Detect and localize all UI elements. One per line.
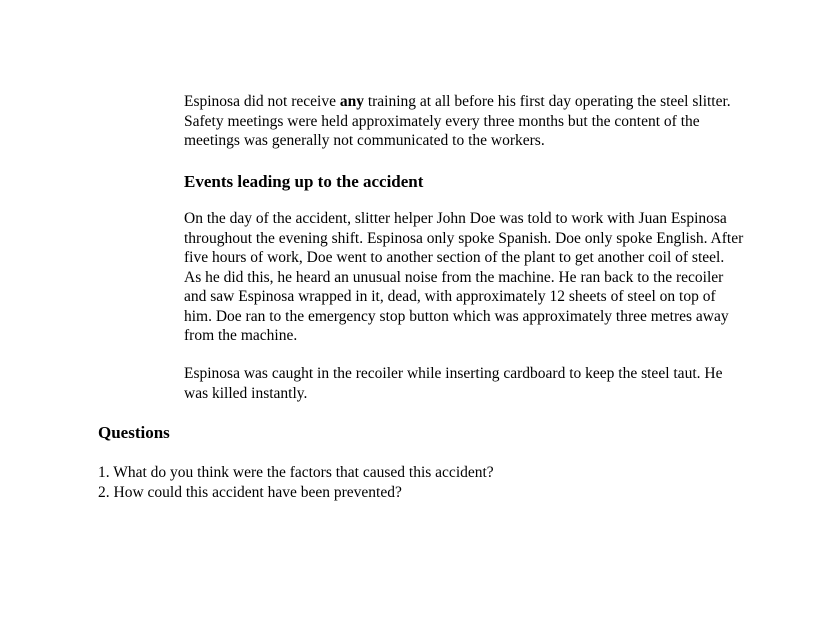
training-emphasis: any [339, 93, 364, 110]
questions-list [98, 463, 698, 502]
events-paragraph: On the day of the accident, slitter helper John Doe was told to work with Juan Espinosa throughout the evening shift. Espinosa only spoke Spanish. Doe only spoke English. After five hours of work, Doe went to another section of the plant to get another coil of steel. As he did this, he heard an unusual noise from the machine. He ran back to the recoiler and saw Espinosa wrapped in it, dead, with approximately 12 sheets of steel on top of him. Doe ran to the emergency stop button which was approximately three metres away from the machine. [184, 210, 744, 344]
questions-heading: Questions [98, 423, 170, 442]
section-heading: Events leading up to the accident [184, 172, 424, 191]
training-paragraph-start: Espinosa did not receive [184, 93, 340, 110]
outcome-paragraph: Espinosa was caught in the recoiler while inserting cardboard to keep the steel taut. He was killed instantly. [184, 365, 723, 402]
training-paragraph-end: training at all before his first day operating the steel slitter. Safety meetings were held approximately every three months but the content of the meetings was generally not communicated to the workers. [184, 93, 731, 149]
training-paragraph [184, 92, 744, 151]
question-item: 2. How could this accident have been prevented? [98, 483, 402, 501]
question-item: 1. What do you think were the factors that caused this accident? [98, 464, 494, 481]
